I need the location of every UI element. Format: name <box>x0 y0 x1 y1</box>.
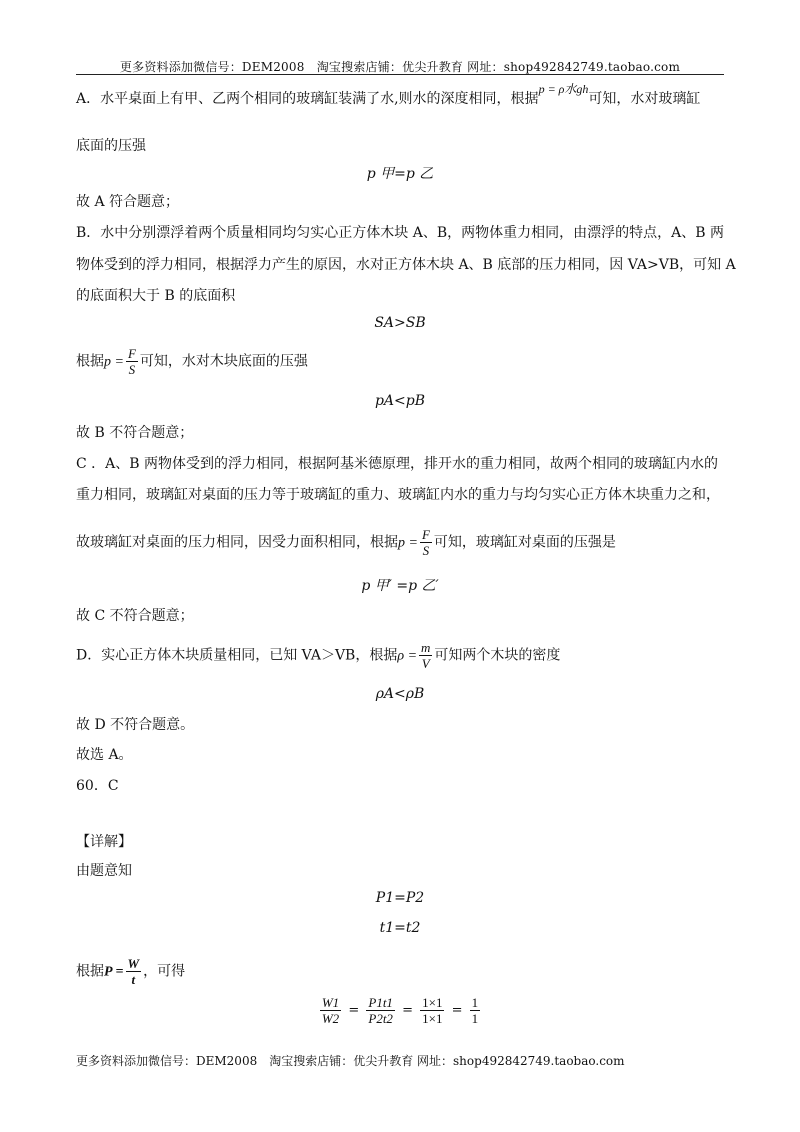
option-c-line-3 <box>76 527 726 558</box>
work-over-time-fraction: $\frac{W}{t}$ <box>127 956 140 987</box>
question-60-answer: 60．C <box>76 778 119 794</box>
given-text: 由题意知 <box>76 863 132 879</box>
power-time-ratio-fraction: $\frac{P1t1}{P2t2}$ <box>368 995 393 1026</box>
option-c-line-1: C ．A、B 两物体受到的浮力相同，根据阿基米德原理，排开水的重力相同，故两个相同的玻璃缸内水的 <box>76 456 719 472</box>
option-d-text: D．实心正方体木块质量相同，已知 VA＞VB，根据 <box>76 647 398 664</box>
force-over-area-fraction: $\frac{F}{S}$ <box>421 527 430 558</box>
option-a-line-2: 底面的压强 <box>76 138 146 154</box>
option-a-text: A．水平桌面上有甲、乙两个相同的玻璃缸装满了水,则水的深度相同，根据 <box>76 91 539 107</box>
option-d-equation: ρA<ρB <box>375 686 425 702</box>
density-symbol: ρ = <box>397 648 418 664</box>
option-d-conclusion: 故 D 不符合题意。 <box>76 717 195 733</box>
option-b-line-2: 物体受到的浮力相同，根据浮力产生的原因，水对正方体木块 A、B 底部的压力相同，因 VA>VB，可知 A <box>76 257 736 273</box>
option-a-line-1 <box>76 82 726 108</box>
page-header: 更多资料添加微信号：DEM2008 淘宝搜索店铺：优尖升教育 网址：shop492842749.taobao.com <box>119 60 681 74</box>
time-equality: t1=t2 <box>379 920 421 936</box>
pressure-symbol: p = <box>104 354 124 370</box>
option-b-equation-2: pA<pB <box>374 393 426 409</box>
option-b-line-3: 的底面积大于 B 的底面积 <box>76 288 236 304</box>
force-over-area-fraction: $\frac{F}{S}$ <box>127 346 136 377</box>
option-b-line-4 <box>76 346 726 377</box>
option-c-conclusion: 故 C 不符合题意； <box>76 608 194 624</box>
result-fraction: $\frac{1}{1}$ <box>471 995 479 1026</box>
power-text-cont: ，可得 <box>143 963 186 980</box>
option-b-equation-1: SA>SB <box>374 315 426 331</box>
option-a-conclusion: 故 A 符合题意； <box>76 194 180 210</box>
detail-heading: 【详解】 <box>76 834 132 850</box>
answer-selection: 故选 A。 <box>76 747 133 763</box>
numeric-ratio-fraction: $\frac{1\times 1}{1\times 1}$ <box>422 995 443 1026</box>
power-formula-line <box>76 956 726 987</box>
option-c-line-2: 重力相同，玻璃缸对桌面的压力等于玻璃缸的重力、玻璃缸内水的重力与均匀实心正方体木块重力之和， <box>76 487 720 503</box>
pressure-symbol: p = <box>398 535 418 551</box>
mass-over-volume-fraction: $\frac{m}{V}$ <box>421 640 431 671</box>
option-d-line-1 <box>76 640 726 671</box>
power-equality: P1=P2 <box>375 890 425 906</box>
option-b-conclusion: 故 B 不符合题意； <box>76 425 194 441</box>
option-a-text-cont: 可知，水对玻璃缸 <box>588 91 701 107</box>
power-symbol: P = <box>104 964 124 980</box>
option-a-equation: p 甲=p 乙 <box>366 166 434 182</box>
header-divider <box>76 74 724 75</box>
work-ratio-fraction: $\frac{W1}{W2}$ <box>321 995 340 1026</box>
work-ratio-equation: $\frac{W1}{W2}$ = $\frac{P1t1}{P2t2}$ = $\frac{1\times 1}{1\times 1}$ = $\frac{1}{1}$ <box>321 995 479 1026</box>
option-b-text-cont: 可知，水对木块底面的压强 <box>139 353 308 370</box>
option-c-equation: p 甲′ =p 乙′ <box>361 578 439 594</box>
option-b-line-1: B．水中分别漂浮着两个质量相同均匀实心正方体木块 A、B，两物体重力相同，由漂浮的特点，A、B 两 <box>76 225 724 241</box>
option-d-text-cont: 可知两个木块的密度 <box>434 647 561 664</box>
pressure-formula: p = ρ水gh <box>538 82 589 96</box>
option-c-text-cont: 可知，玻璃缸对桌面的压强是 <box>433 534 616 551</box>
page-footer: 更多资料添加微信号：DEM2008 淘宝搜索店铺：优尖升教育 网址：shop492842749.taobao.com <box>76 1054 625 1068</box>
option-c-text: 故玻璃缸对桌面的压力相同，因受力面积相同，根据 <box>76 534 398 551</box>
option-b-text: 根据 <box>76 353 104 370</box>
power-text: 根据 <box>76 963 104 980</box>
